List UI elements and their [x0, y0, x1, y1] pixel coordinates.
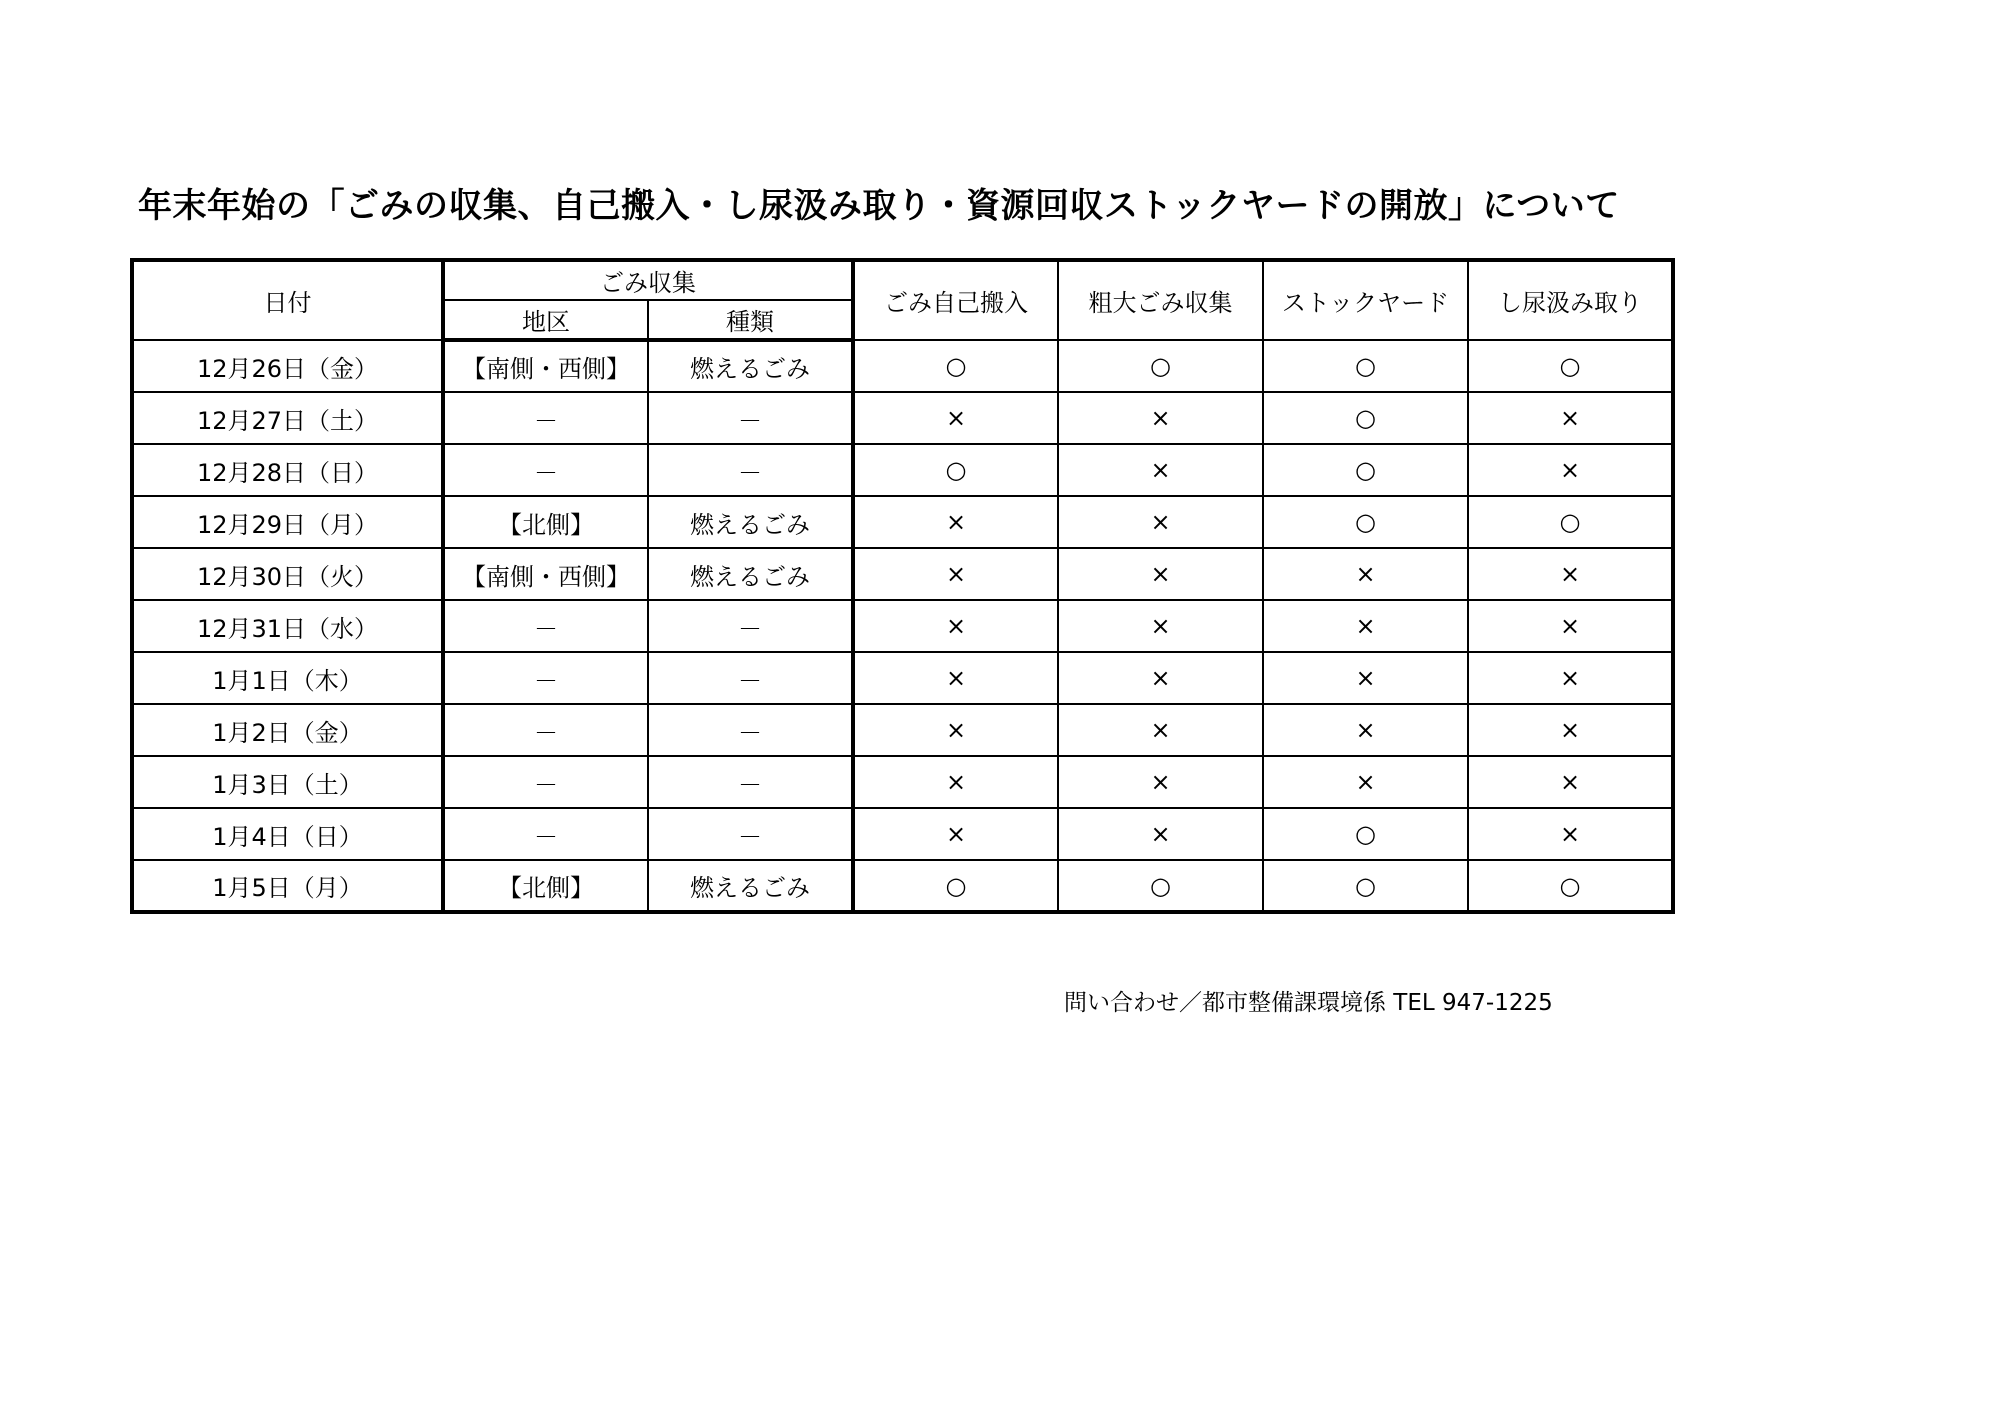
table-row: [132, 652, 1673, 704]
bulky-collection-status: ○: [1058, 860, 1263, 912]
schedule-table: [130, 258, 1675, 914]
type-cell: －: [648, 392, 853, 444]
stockyard-status: ×: [1263, 704, 1468, 756]
bulky-collection-status: ×: [1058, 444, 1263, 496]
area-cell: 【南側・西側】: [443, 340, 648, 392]
stockyard-status: ○: [1263, 860, 1468, 912]
stockyard-status: ○: [1263, 808, 1468, 860]
bulky-collection-status: ×: [1058, 756, 1263, 808]
bulky-collection-status: ×: [1058, 652, 1263, 704]
night-soil-status: ○: [1468, 860, 1673, 912]
type-cell: 燃えるごみ: [648, 340, 853, 392]
date-cell: 12月30日（火）: [132, 548, 443, 600]
bulky-collection-status: ×: [1058, 808, 1263, 860]
bulky-collection-status: ×: [1058, 704, 1263, 756]
stockyard-status: ○: [1263, 444, 1468, 496]
area-cell: －: [443, 704, 648, 756]
night-soil-status: ×: [1468, 756, 1673, 808]
bulky-collection-status: ×: [1058, 392, 1263, 444]
stockyard-status: ×: [1263, 600, 1468, 652]
self-delivery-status: ×: [853, 392, 1058, 444]
bulky-collection-status: ○: [1058, 340, 1263, 392]
bulky-collection-status: ×: [1058, 600, 1263, 652]
area-cell: －: [443, 652, 648, 704]
date-cell: 12月27日（土）: [132, 392, 443, 444]
header-self-delivery: ごみ自己搬入: [853, 260, 1058, 340]
night-soil-status: ×: [1468, 808, 1673, 860]
table-row: [132, 444, 1673, 496]
area-cell: －: [443, 600, 648, 652]
self-delivery-status: ×: [853, 600, 1058, 652]
stockyard-status: ×: [1263, 756, 1468, 808]
self-delivery-status: ×: [853, 496, 1058, 548]
table-row: [132, 600, 1673, 652]
type-cell: －: [648, 444, 853, 496]
table-row: [132, 392, 1673, 444]
night-soil-status: ○: [1468, 496, 1673, 548]
table-row: [132, 860, 1673, 912]
table-row: [132, 808, 1673, 860]
type-cell: 燃えるごみ: [648, 496, 853, 548]
stockyard-status: ×: [1263, 548, 1468, 600]
header-bulky-collection: 粗大ごみ収集: [1058, 260, 1263, 340]
stockyard-status: ○: [1263, 496, 1468, 548]
header-stockyard: ストックヤード: [1263, 260, 1468, 340]
date-cell: 1月4日（日）: [132, 808, 443, 860]
self-delivery-status: ○: [853, 444, 1058, 496]
date-cell: 1月3日（土）: [132, 756, 443, 808]
date-cell: 12月29日（月）: [132, 496, 443, 548]
table-row: [132, 548, 1673, 600]
self-delivery-status: ×: [853, 756, 1058, 808]
stockyard-status: ○: [1263, 392, 1468, 444]
self-delivery-status: ×: [853, 652, 1058, 704]
date-cell: 1月2日（金）: [132, 704, 443, 756]
table-row: [132, 704, 1673, 756]
night-soil-status: ×: [1468, 704, 1673, 756]
date-cell: 1月5日（月）: [132, 860, 443, 912]
area-cell: －: [443, 444, 648, 496]
self-delivery-status: ×: [853, 548, 1058, 600]
header-type: 種類: [648, 300, 853, 340]
date-cell: 12月31日（水）: [132, 600, 443, 652]
type-cell: －: [648, 704, 853, 756]
area-cell: －: [443, 392, 648, 444]
table-row: [132, 496, 1673, 548]
header-area: 地区: [443, 300, 648, 340]
type-cell: －: [648, 808, 853, 860]
area-cell: －: [443, 756, 648, 808]
date-cell: 12月26日（金）: [132, 340, 443, 392]
self-delivery-status: ○: [853, 340, 1058, 392]
bulky-collection-status: ×: [1058, 548, 1263, 600]
header-collection-group: ごみ収集: [443, 260, 853, 300]
night-soil-status: ×: [1468, 444, 1673, 496]
table-row: [132, 340, 1673, 392]
self-delivery-status: ○: [853, 860, 1058, 912]
night-soil-status: ×: [1468, 652, 1673, 704]
night-soil-status: ×: [1468, 600, 1673, 652]
header-date: 日付: [132, 260, 443, 340]
date-cell: 1月1日（木）: [132, 652, 443, 704]
document-title: 年末年始の「ごみの収集、自己搬入・し尿汲み取り・資源回収ストックヤードの開放」について: [138, 186, 1620, 226]
stockyard-status: ○: [1263, 340, 1468, 392]
type-cell: 燃えるごみ: [648, 860, 853, 912]
night-soil-status: ×: [1468, 548, 1673, 600]
night-soil-status: ×: [1468, 392, 1673, 444]
area-cell: 【北側】: [443, 496, 648, 548]
type-cell: －: [648, 652, 853, 704]
self-delivery-status: ×: [853, 808, 1058, 860]
area-cell: 【北側】: [443, 860, 648, 912]
type-cell: 燃えるごみ: [648, 548, 853, 600]
type-cell: －: [648, 600, 853, 652]
self-delivery-status: ×: [853, 704, 1058, 756]
bulky-collection-status: ×: [1058, 496, 1263, 548]
contact-info: 問い合わせ／都市整備課環境係 TEL 947-1225: [1064, 990, 1553, 1016]
type-cell: －: [648, 756, 853, 808]
area-cell: －: [443, 808, 648, 860]
stockyard-status: ×: [1263, 652, 1468, 704]
area-cell: 【南側・西側】: [443, 548, 648, 600]
night-soil-status: ○: [1468, 340, 1673, 392]
date-cell: 12月28日（日）: [132, 444, 443, 496]
header-night-soil: し尿汲み取り: [1468, 260, 1673, 340]
table-row: [132, 756, 1673, 808]
